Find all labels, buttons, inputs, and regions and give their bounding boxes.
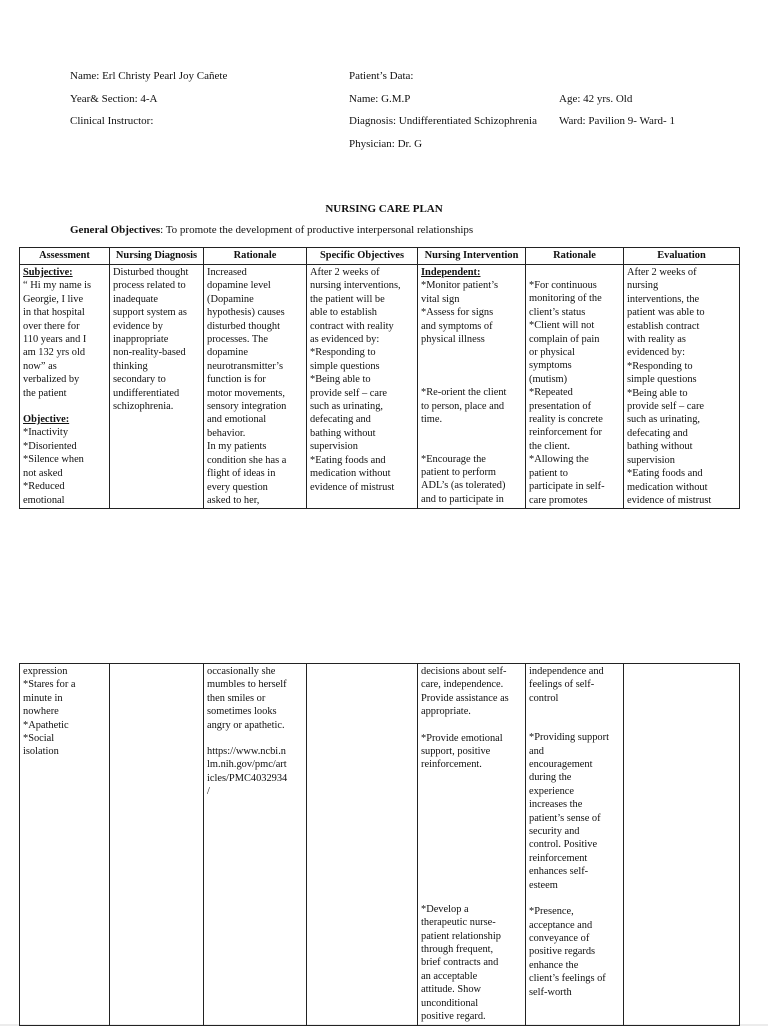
- text-line: minute in: [23, 692, 63, 704]
- text-line: inadequate: [113, 293, 159, 305]
- text-line: *Encourage the: [421, 453, 486, 465]
- text-line: dopamine: [207, 347, 248, 359]
- table-row: [20, 664, 740, 1026]
- text-line: support system as: [113, 307, 187, 319]
- text-line: in that hospital: [23, 307, 85, 319]
- text-line: enhance the: [529, 959, 579, 971]
- specific-objectives-cell: [307, 265, 418, 509]
- text-line: therapeutic nurse-: [421, 917, 496, 929]
- subjective-label: Subjective:: [23, 267, 73, 278]
- text-line: verbalized by: [23, 374, 80, 386]
- text-line: attitude. Show: [421, 984, 482, 996]
- text-line: In my patients: [207, 441, 267, 453]
- rationale-1-cell-cont: [204, 664, 307, 1026]
- assessment-text-cont: [23, 665, 106, 759]
- text-line: patient to: [529, 467, 568, 479]
- text-line: defecating and: [627, 427, 688, 439]
- text-line: am 132 yrs old: [23, 347, 86, 359]
- text-line: schizophrenia.: [113, 401, 174, 413]
- text-line: through frequent,: [421, 944, 494, 956]
- text-line: during the: [529, 772, 572, 784]
- text-line: *Providing support: [529, 732, 609, 744]
- text-line: angry or apathetic.: [207, 719, 285, 731]
- text-line: *Re-orient the client: [421, 387, 507, 399]
- text-line: unconditional: [421, 997, 479, 1009]
- general-objectives-label: General Objectives: [70, 224, 161, 236]
- text-line: patient was able to: [627, 307, 705, 319]
- intervention-cont-block-3: [421, 903, 522, 1024]
- clinical-instructor: Clinical Instructor:: [70, 115, 154, 127]
- text-line: control: [529, 692, 559, 704]
- text-line: the patient: [23, 387, 67, 399]
- text-line: patient to perform: [421, 467, 497, 479]
- rationale-2-text: [529, 279, 620, 507]
- subjective-text: [23, 279, 106, 400]
- header-row: [20, 248, 740, 265]
- text-line: positive regards: [529, 946, 596, 958]
- rationale-1-text: [207, 266, 303, 507]
- text-line: not asked: [23, 467, 63, 479]
- text-line: patient’s sense of: [529, 812, 601, 824]
- intervention-block-1: [421, 279, 522, 346]
- col-specific-objectives: Specific Objectives: [307, 248, 418, 265]
- specific-objectives-cell-cont: [307, 664, 418, 1026]
- text-line: “ Hi my name is: [23, 280, 92, 292]
- text-line: 110 years and I: [23, 334, 87, 346]
- nursing-diagnosis-text: [113, 266, 200, 413]
- evaluation-cell-cont: [624, 664, 740, 1026]
- patient-ward: Ward: Pavilion 9- Ward- 1: [559, 115, 675, 127]
- independent-label: Independent:: [421, 267, 481, 278]
- text-line: mumbles to herself: [207, 679, 287, 691]
- text-line: *Provide emotional: [421, 732, 503, 744]
- text-line: provide self – care: [310, 387, 388, 399]
- general-objectives-text: : To promote the development of productive interpersonal relationships: [160, 224, 474, 236]
- text-line: decisions about self-: [421, 666, 507, 677]
- care-plan-table-page1: [19, 247, 740, 509]
- text-line: now” as: [23, 360, 57, 372]
- text-line: the client.: [529, 440, 570, 452]
- text-line: *Presence,: [529, 906, 574, 918]
- text-line: feelings of self-: [529, 679, 595, 691]
- intervention-cont-block-1: [421, 665, 522, 719]
- text-line: Disturbed thought: [113, 267, 189, 278]
- text-line: *Reduced: [23, 481, 65, 493]
- text-line: such as urinating,: [310, 401, 384, 413]
- rationale-2-cont-block-2: [529, 731, 620, 892]
- nursing-intervention-cell-cont: [418, 664, 526, 1026]
- text-line: *Monitor patient’s: [421, 280, 499, 292]
- text-line: able to establish: [310, 307, 377, 319]
- text-line: Increased: [207, 267, 247, 278]
- text-line: and to participate in: [421, 493, 504, 505]
- text-line: *Being able to: [310, 374, 371, 386]
- text-line: *Stares for a: [23, 679, 76, 691]
- col-rationale-2: Rationale: [526, 248, 624, 265]
- text-line: secondary to: [113, 374, 166, 386]
- reference-link[interactable]: [207, 745, 303, 799]
- table-row: [20, 265, 740, 509]
- text-line: support, positive: [421, 746, 491, 758]
- text-line: presentation of: [529, 400, 592, 412]
- text-line: evidence of mistrust: [627, 494, 712, 506]
- text-line: *Responding to: [310, 347, 376, 359]
- text-line: non-reality-based: [113, 347, 186, 359]
- text-line: control. Positive: [529, 839, 598, 851]
- text-line: behavior.: [207, 427, 246, 439]
- text-line: encouragement: [529, 759, 593, 771]
- student-name: Name: Erl Christy Pearl Joy Cañete: [70, 70, 228, 82]
- text-line: disturbed thought: [207, 320, 281, 332]
- patient-data-heading: Patient’s Data:: [349, 70, 414, 82]
- text-line: sensory integration: [207, 401, 287, 413]
- text-line: Georgie, I live: [23, 293, 84, 305]
- text-line: such as urinating,: [627, 414, 701, 426]
- text-line: sometimes looks: [207, 706, 277, 718]
- intervention-cont-block-2: [421, 732, 522, 772]
- text-line: evidenced by:: [627, 347, 685, 359]
- text-line: /: [207, 786, 210, 798]
- text-line: establish contract: [627, 320, 700, 332]
- rationale-2-cont-block-3: [529, 905, 620, 999]
- nursing-diagnosis-cell-cont: [110, 664, 204, 1026]
- text-line: motor movements,: [207, 387, 285, 399]
- text-line: care promotes: [529, 494, 588, 506]
- text-line: *Disoriented: [23, 440, 77, 452]
- evaluation-cell: [624, 265, 740, 509]
- intervention-block-3: [421, 453, 522, 507]
- text-line: *Silence when: [23, 454, 84, 466]
- care-plan-table-page2: [19, 663, 740, 1026]
- text-line: hypothesis) causes: [207, 307, 285, 319]
- text-line: condition she has a: [207, 454, 287, 466]
- intervention-block-2: [421, 386, 522, 426]
- text-line: and symptoms of: [421, 320, 493, 332]
- rationale-1-cell: [204, 265, 307, 509]
- text-line: acceptance and: [529, 919, 593, 931]
- text-line: *Client will not: [529, 320, 595, 332]
- text-line: *Being able to: [627, 387, 688, 399]
- text-line: complain of pain: [529, 333, 600, 345]
- text-line: simple questions: [310, 360, 380, 372]
- text-line: neurotransmitter’s: [207, 360, 283, 372]
- text-line: an acceptable: [421, 970, 478, 982]
- text-line: flight of ideas in: [207, 468, 276, 480]
- text-line: (mutism): [529, 373, 568, 385]
- text-line: and: [529, 745, 545, 757]
- text-line: medication without: [627, 481, 708, 493]
- text-line: or physical: [529, 347, 575, 359]
- text-line: reinforcement: [529, 852, 588, 864]
- assessment-cell-cont: [20, 664, 110, 1026]
- col-evaluation: Evaluation: [624, 248, 740, 265]
- text-line: After 2 weeks of: [310, 267, 380, 278]
- text-line: *Eating foods and: [627, 468, 703, 480]
- text-line: reinforcement.: [421, 759, 482, 771]
- text-line: simple questions: [627, 374, 697, 386]
- text-line: dopamine level: [207, 280, 271, 292]
- text-line: experience: [529, 785, 574, 797]
- text-line: defecating and: [310, 414, 371, 426]
- rationale-1-text-cont: [207, 665, 303, 732]
- text-line: *Allowing the: [529, 454, 589, 466]
- text-line: supervision: [310, 441, 358, 453]
- nursing-intervention-cell: [418, 265, 526, 509]
- text-line: emotional: [23, 494, 65, 506]
- text-line: medication without: [310, 468, 391, 480]
- text-line: *Inactivity: [23, 427, 69, 439]
- text-line: isolation: [23, 746, 59, 758]
- text-line: *Responding to: [627, 360, 693, 372]
- text-line: time.: [421, 414, 443, 426]
- text-line: nursing: [627, 280, 659, 292]
- assessment-cell: [20, 265, 110, 509]
- text-line: as evidenced by:: [310, 334, 380, 346]
- text-line: with reality as: [627, 334, 686, 346]
- text-line: reality is concrete: [529, 414, 603, 426]
- text-line: ADL’s (as tolerated): [421, 480, 506, 492]
- text-line: inappropriate: [113, 334, 169, 346]
- text-line: processes. The: [207, 334, 268, 346]
- text-line: conveyance of: [529, 932, 590, 944]
- general-objectives: [70, 224, 473, 236]
- text-line: *Develop a: [421, 903, 469, 915]
- text-line: then smiles or: [207, 692, 266, 704]
- objective-label: Objective:: [23, 414, 70, 426]
- rationale-2-cell-cont: [526, 664, 624, 1026]
- text-line: interventions, the: [627, 293, 700, 305]
- text-line: *Assess for signs: [421, 307, 494, 319]
- text-line: contract with reality: [310, 320, 394, 332]
- text-line: vital sign: [421, 293, 460, 305]
- text-line: *Repeated: [529, 387, 573, 399]
- text-line: esteem: [529, 879, 558, 891]
- text-line: every question: [207, 481, 268, 493]
- text-line: to person, place and: [421, 400, 505, 412]
- text-line: *Eating foods and: [310, 454, 386, 466]
- text-line: expression: [23, 666, 68, 677]
- text-line: over there for: [23, 320, 80, 332]
- text-line: security and: [529, 826, 580, 838]
- text-line: nowhere: [23, 706, 59, 718]
- text-line: client’s status: [529, 306, 586, 318]
- text-line: participate in self-: [529, 481, 605, 493]
- text-line: symptoms: [529, 360, 572, 372]
- text-line: evidence by: [113, 320, 163, 332]
- text-line: brief contracts and: [421, 957, 499, 969]
- objective-text: [23, 426, 106, 506]
- text-line: independence and: [529, 666, 604, 677]
- text-line: lm.nih.gov/pmc/art: [207, 759, 287, 771]
- rationale-2-cell: [526, 265, 624, 509]
- evaluation-text: [627, 266, 736, 507]
- text-line: positive regard.: [421, 1011, 486, 1023]
- text-line: *Apathetic: [23, 719, 69, 731]
- text-line: increases the: [529, 799, 583, 811]
- text-line: bathing without: [310, 427, 376, 439]
- text-line: supervision: [627, 454, 675, 466]
- text-line: enhances self-: [529, 866, 589, 878]
- patient-diagnosis: Diagnosis: Undifferentiated Schizophrenia: [349, 115, 537, 127]
- col-assessment: Assessment: [20, 248, 110, 265]
- text-line: thinking: [113, 360, 148, 372]
- text-line: nursing interventions,: [310, 280, 401, 292]
- text-line: asked to her,: [207, 494, 260, 506]
- patient-age: Age: 42 yrs. Old: [559, 93, 633, 105]
- text-line: monitoring of the: [529, 293, 602, 305]
- text-line: the patient will be: [310, 293, 385, 305]
- text-line: occasionally she: [207, 666, 276, 677]
- text-line: *For continuous: [529, 280, 597, 291]
- text-line: client’s feelings of: [529, 973, 606, 985]
- text-line: process related to: [113, 280, 186, 292]
- text-line: self-worth: [529, 986, 572, 998]
- text-line: care, independence.: [421, 679, 504, 691]
- rationale-2-cont-block-1: [529, 665, 620, 705]
- year-section: Year& Section: 4-A: [70, 93, 158, 105]
- text-line: physical illness: [421, 334, 485, 346]
- text-line: evidence of mistrust: [310, 481, 395, 493]
- col-rationale-1: Rationale: [204, 248, 307, 265]
- text-line: and emotional: [207, 414, 267, 426]
- patient-name: Name: G.M.P: [349, 93, 411, 105]
- text-line: appropriate.: [421, 706, 471, 718]
- text-line: (Dopamine: [207, 293, 254, 305]
- text-line: undifferentiated: [113, 387, 180, 399]
- specific-objectives-text: [310, 266, 414, 494]
- nursing-diagnosis-cell: [110, 265, 204, 509]
- document-title: NURSING CARE PLAN: [325, 203, 443, 215]
- text-line: *Social: [23, 733, 55, 745]
- text-line: https://www.ncbi.n: [207, 746, 286, 758]
- text-line: icles/PMC4032934: [207, 772, 288, 784]
- col-nursing-intervention: Nursing Intervention: [418, 248, 526, 265]
- text-line: Provide assistance as: [421, 692, 509, 704]
- text-line: provide self – care: [627, 401, 705, 413]
- text-line: reinforcement for: [529, 427, 602, 439]
- patient-physician: Physician: Dr. G: [349, 138, 423, 150]
- text-line: After 2 weeks of: [627, 267, 697, 278]
- col-nursing-diagnosis: Nursing Diagnosis: [110, 248, 204, 265]
- text-line: patient relationship: [421, 930, 501, 942]
- text-line: bathing without: [627, 441, 693, 453]
- text-line: function is for: [207, 374, 266, 386]
